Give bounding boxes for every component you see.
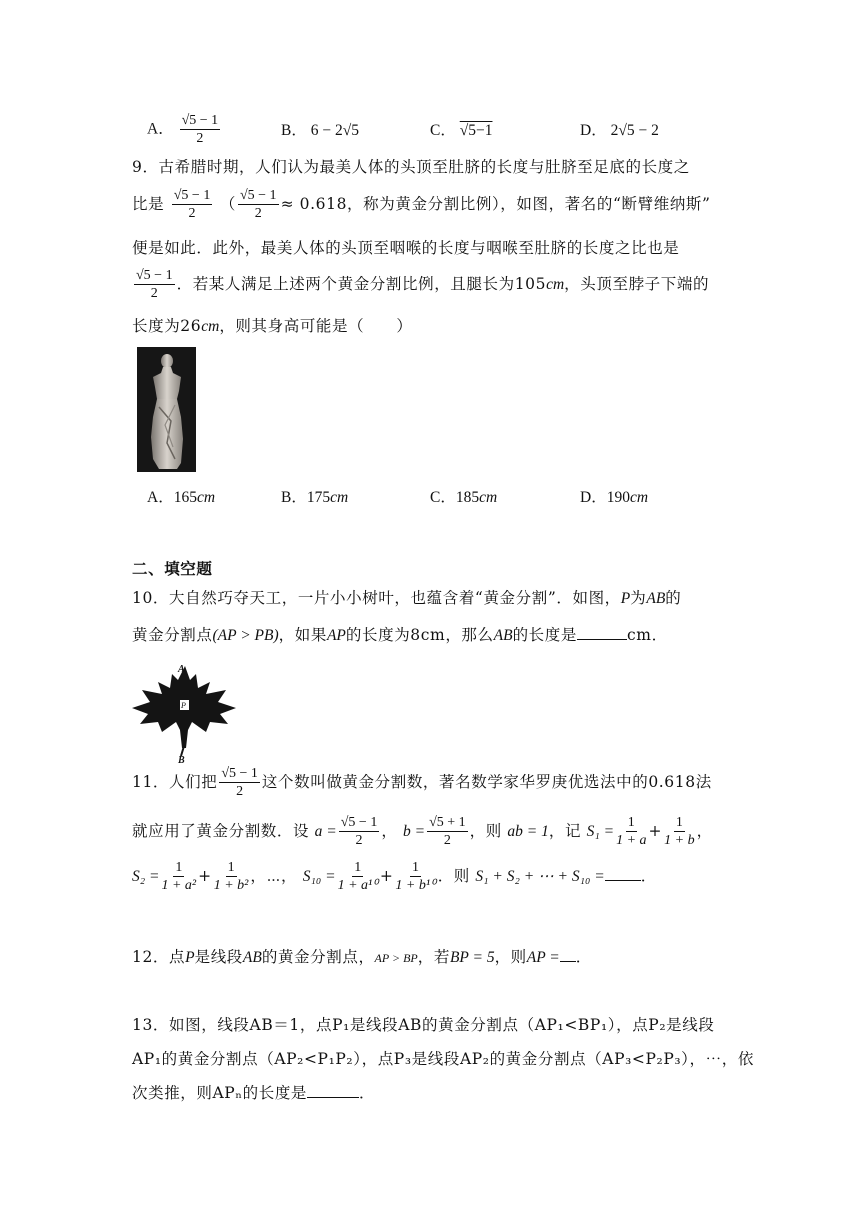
leaf-label-a: A — [178, 664, 185, 675]
fraction: $\frac{1}{\text{1 + a¹⁰}}$ — [337, 860, 378, 894]
q8-option-a[interactable] — [147, 113, 222, 147]
q11-line-3: S₂ = $\frac{1}{\text{1 + a²}}$ + $\frac{1}{\text{1 + b²}}$ ，⋯， S₁₀ = $\frac{1}{\text{1 + a¹⁰}}$ + $\frac{1}{\text{1 + b¹⁰}}$ ．则 S₁ + S₂ + ⋯ + S₁₀ = ． — [132, 860, 657, 894]
q9-line-1: 9．古希腊时期，人们认为最美人体的头顶至肚脐的长度与肚脐至足底的长度之 — [132, 158, 690, 176]
answer-blank[interactable] — [605, 866, 641, 881]
q9-line-5: 长度为26cm，则其身高可能是（ ） — [132, 317, 413, 335]
fraction: $\frac{√5 - 1}{2}$ — [173, 188, 211, 222]
section-heading: 二、填空题 — [132, 559, 213, 578]
fraction: $\frac{1}{\text{1 + b²}}$ — [213, 860, 249, 894]
q8-option-d[interactable] — [580, 118, 659, 140]
venus-statue-image — [137, 347, 196, 472]
q13-line-2: AP₁的黄金分割点（AP₂<P₁P₂），点P₃是线段AP₂的黄金分割点（AP₃<P₂P₃），⋯，依 — [132, 1050, 754, 1068]
q10-line-1: 10．大自然巧夺天工，一片小小树叶，也蕴含着“黄金分割”．如图，P为AB的 — [132, 589, 682, 607]
q9-option-d[interactable]: D．190cm — [580, 489, 649, 506]
q13-line-1: 13．如图，线段AB＝1，点P₁是线段AB的黄金分割点（AP₁<BP₁），点P₂是线段 — [132, 1016, 715, 1034]
option-label: D． — [580, 122, 607, 139]
q9-option-c[interactable]: C．185cm — [430, 489, 498, 506]
q11-line-1: 11．人们把 $\frac{√5 - 1}{2}$ 这个数叫做黄金分割数，著名数学家华罗庚优选法中的0.618法 — [132, 766, 712, 800]
option-value: 2√5 − 2 — [610, 122, 659, 139]
option-value: 6 − 2√5 — [310, 122, 359, 139]
fraction: $\frac{√5 - 1}{2}$ — [181, 113, 219, 147]
q9-option-a[interactable]: A．165cm — [147, 489, 216, 506]
option-label: A． — [147, 120, 174, 138]
q11-line-2: 就应用了黄金分割数．设 a = $\frac{√5 - 1}{2}$ ， b = $\frac{√5 + 1}{2}$ ，则 ab = 1，记 S₁ = $\frac{1}{1 + a}$ + $\frac{1}{1 + b}$ ， — [132, 815, 713, 849]
q13-line-3: 次类推，则APₙ的长度是 ． — [132, 1084, 376, 1102]
fraction: $\frac{1}{\text{1 + a²}}$ — [161, 860, 197, 894]
answer-blank[interactable] — [307, 1083, 359, 1098]
q8-option-b[interactable] — [281, 118, 359, 140]
fraction: $\frac{√5 - 1}{2}$ — [239, 188, 277, 222]
option-label: C． — [430, 122, 456, 139]
q9-line-2: 比是 $\frac{√5 - 1}{2}$ （ $\frac{√5 - 1}{2}$ ≈ 0.618，称为黄金分割比例），如图，著名的“断臂维纳斯” — [132, 188, 711, 222]
q10-line-2: 黄金分割点(AP > PB)，如果AP的长度为8cm，那么AB的长度是 cm． — [132, 626, 668, 644]
fraction: $\frac{√5 + 1}{2}$ — [429, 815, 466, 849]
option-label: B． — [281, 122, 307, 139]
leaf-label-p: P — [181, 701, 186, 710]
fraction: $\frac{√5 - 1}{2}$ — [340, 815, 378, 849]
fraction: $\frac{√5 - 1}{2}$ — [221, 766, 258, 800]
q9-line-4: $\frac{√5 - 1}{2}$ ．若某人满足上述两个黄金分割比例，且腿长为105cm，头顶至脖子下端的 — [136, 268, 710, 302]
option-value: √5−1 — [459, 122, 493, 139]
fraction: $\frac{1}{1 + b}$ — [664, 815, 695, 849]
statue-figure — [137, 347, 196, 472]
q9-line-3: 便是如此．此外，最美人体的头顶至咽喉的长度与咽喉至肚脐的长度之比也是 — [132, 239, 680, 257]
question-12: 12．点P是线段AB的黄金分割点，AP > BP，若BP = 5，则AP = ． — [132, 948, 592, 966]
q9-option-b[interactable]: B．175cm — [281, 489, 349, 506]
maple-leaf-icon — [130, 660, 240, 764]
fraction: $\frac{1}{\text{1 + b¹⁰}}$ — [395, 860, 436, 894]
maple-leaf-image — [130, 660, 240, 764]
answer-blank[interactable] — [577, 625, 627, 640]
answer-blank[interactable] — [560, 947, 576, 962]
q8-option-c[interactable] — [430, 118, 492, 140]
fraction: $\frac{√5 - 1}{2}$ — [136, 268, 173, 302]
fraction: $\frac{1}{1 + a}$ — [616, 815, 647, 849]
leaf-label-b: B — [178, 755, 185, 764]
